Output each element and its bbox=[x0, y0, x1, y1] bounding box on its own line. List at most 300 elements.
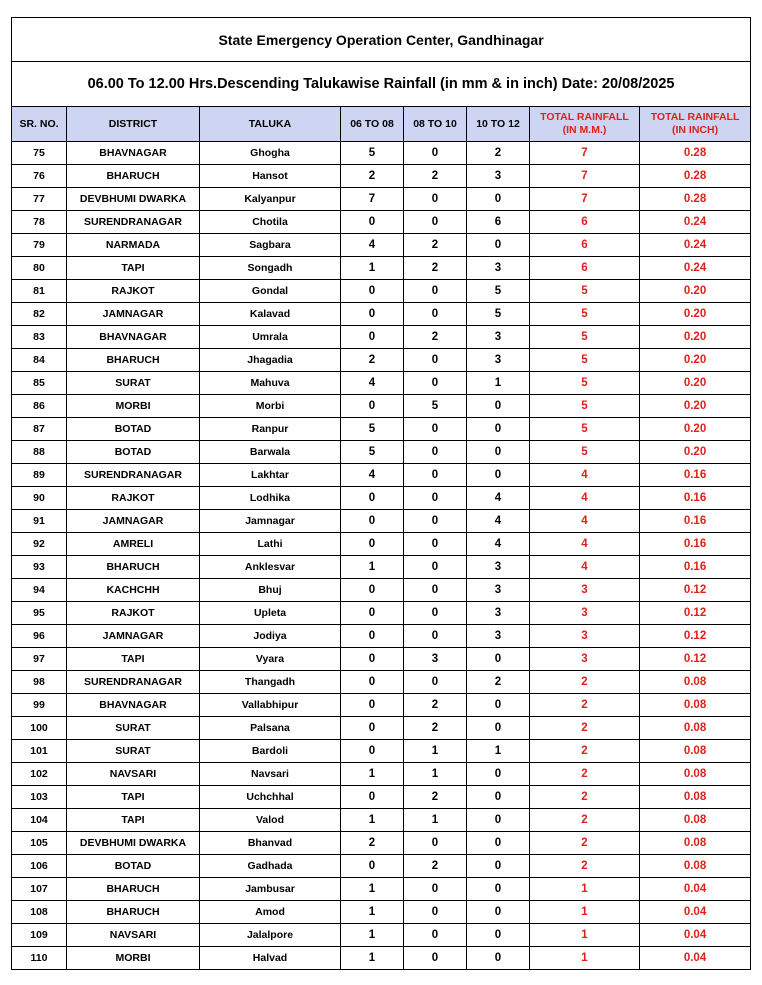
taluka-cell: Jambusar bbox=[200, 878, 341, 901]
table-row bbox=[12, 556, 751, 579]
table-row bbox=[12, 901, 751, 924]
sr-no-cell: 93 bbox=[12, 556, 67, 579]
taluka-cell: Lodhika bbox=[200, 487, 341, 510]
taluka-cell: Amod bbox=[200, 901, 341, 924]
district-cell: TAPI bbox=[67, 786, 200, 809]
report-subtitle: 06.00 To 12.00 Hrs.Descending Talukawise Rainfall (in mm & in inch) Date: 20/08/2025 bbox=[12, 62, 751, 107]
sr-no-cell: 86 bbox=[12, 395, 67, 418]
total-inch-cell: 0.24 bbox=[640, 257, 751, 280]
header-total-inch-line2: (IN INCH) bbox=[672, 124, 719, 136]
district-cell: BHARUCH bbox=[67, 878, 200, 901]
total-mm-cell: 2 bbox=[530, 740, 640, 763]
h08-10-cell: 0 bbox=[404, 372, 467, 395]
total-inch-cell: 0.08 bbox=[640, 763, 751, 786]
district-cell: DEVBHUMI DWARKA bbox=[67, 832, 200, 855]
sr-no-cell: 90 bbox=[12, 487, 67, 510]
district-cell: NAVSARI bbox=[67, 763, 200, 786]
h06-08-cell: 2 bbox=[341, 832, 404, 855]
total-mm-cell: 1 bbox=[530, 947, 640, 970]
taluka-cell: Umrala bbox=[200, 326, 341, 349]
district-cell: JAMNAGAR bbox=[67, 625, 200, 648]
h06-08-cell: 5 bbox=[341, 142, 404, 165]
total-inch-cell: 0.20 bbox=[640, 372, 751, 395]
total-mm-cell: 2 bbox=[530, 809, 640, 832]
h10-12-cell: 0 bbox=[467, 855, 530, 878]
taluka-cell: Upleta bbox=[200, 602, 341, 625]
total-mm-cell: 7 bbox=[530, 165, 640, 188]
total-inch-cell: 0.08 bbox=[640, 717, 751, 740]
taluka-cell: Lakhtar bbox=[200, 464, 341, 487]
h10-12-cell: 0 bbox=[467, 901, 530, 924]
taluka-cell: Morbi bbox=[200, 395, 341, 418]
h10-12-cell: 0 bbox=[467, 441, 530, 464]
table-row bbox=[12, 625, 751, 648]
sr-no-cell: 94 bbox=[12, 579, 67, 602]
sr-no-cell: 79 bbox=[12, 234, 67, 257]
h08-10-cell: 2 bbox=[404, 326, 467, 349]
taluka-cell: Kalavad bbox=[200, 303, 341, 326]
total-mm-cell: 6 bbox=[530, 257, 640, 280]
district-cell: BHAVNAGAR bbox=[67, 142, 200, 165]
sr-no-cell: 109 bbox=[12, 924, 67, 947]
table-row bbox=[12, 418, 751, 441]
total-inch-cell: 0.04 bbox=[640, 947, 751, 970]
total-mm-cell: 4 bbox=[530, 556, 640, 579]
total-inch-cell: 0.12 bbox=[640, 625, 751, 648]
h08-10-cell: 2 bbox=[404, 234, 467, 257]
taluka-cell: Bhanvad bbox=[200, 832, 341, 855]
sr-no-cell: 99 bbox=[12, 694, 67, 717]
table-row bbox=[12, 349, 751, 372]
table-row bbox=[12, 280, 751, 303]
h10-12-cell: 0 bbox=[467, 947, 530, 970]
sr-no-cell: 110 bbox=[12, 947, 67, 970]
total-mm-cell: 5 bbox=[530, 395, 640, 418]
h10-12-cell: 3 bbox=[467, 579, 530, 602]
h08-10-cell: 3 bbox=[404, 648, 467, 671]
header-taluka: TALUKA bbox=[200, 107, 341, 142]
table-row bbox=[12, 809, 751, 832]
sr-no-cell: 76 bbox=[12, 165, 67, 188]
report-title: State Emergency Operation Center, Gandhinagar bbox=[12, 18, 751, 62]
header-08-10: 08 TO 10 bbox=[404, 107, 467, 142]
total-inch-cell: 0.28 bbox=[640, 188, 751, 211]
district-cell: BOTAD bbox=[67, 855, 200, 878]
h10-12-cell: 3 bbox=[467, 625, 530, 648]
h08-10-cell: 2 bbox=[404, 786, 467, 809]
taluka-cell: Gadhada bbox=[200, 855, 341, 878]
h06-08-cell: 0 bbox=[341, 786, 404, 809]
rainfall-table bbox=[11, 17, 751, 970]
sr-no-cell: 103 bbox=[12, 786, 67, 809]
h10-12-cell: 4 bbox=[467, 510, 530, 533]
h10-12-cell: 3 bbox=[467, 257, 530, 280]
h08-10-cell: 0 bbox=[404, 602, 467, 625]
h06-08-cell: 0 bbox=[341, 625, 404, 648]
table-row bbox=[12, 579, 751, 602]
total-mm-cell: 3 bbox=[530, 579, 640, 602]
h08-10-cell: 1 bbox=[404, 809, 467, 832]
taluka-cell: Valod bbox=[200, 809, 341, 832]
h06-08-cell: 0 bbox=[341, 740, 404, 763]
h08-10-cell: 0 bbox=[404, 142, 467, 165]
title-row bbox=[12, 18, 751, 62]
district-cell: BHARUCH bbox=[67, 556, 200, 579]
table-row bbox=[12, 165, 751, 188]
table-row bbox=[12, 303, 751, 326]
sr-no-cell: 98 bbox=[12, 671, 67, 694]
table-row bbox=[12, 786, 751, 809]
sr-no-cell: 83 bbox=[12, 326, 67, 349]
h08-10-cell: 0 bbox=[404, 947, 467, 970]
taluka-cell: Uchchhal bbox=[200, 786, 341, 809]
sr-no-cell: 82 bbox=[12, 303, 67, 326]
total-inch-cell: 0.20 bbox=[640, 395, 751, 418]
h06-08-cell: 2 bbox=[341, 165, 404, 188]
sr-no-cell: 95 bbox=[12, 602, 67, 625]
taluka-cell: Jhagadia bbox=[200, 349, 341, 372]
h06-08-cell: 0 bbox=[341, 694, 404, 717]
h08-10-cell: 0 bbox=[404, 280, 467, 303]
total-inch-cell: 0.04 bbox=[640, 924, 751, 947]
district-cell: BOTAD bbox=[67, 441, 200, 464]
total-mm-cell: 2 bbox=[530, 855, 640, 878]
taluka-cell: Ghogha bbox=[200, 142, 341, 165]
district-cell: TAPI bbox=[67, 648, 200, 671]
table-row bbox=[12, 142, 751, 165]
h10-12-cell: 6 bbox=[467, 211, 530, 234]
taluka-cell: Vyara bbox=[200, 648, 341, 671]
h08-10-cell: 0 bbox=[404, 188, 467, 211]
h06-08-cell: 0 bbox=[341, 855, 404, 878]
total-inch-cell: 0.24 bbox=[640, 234, 751, 257]
h06-08-cell: 0 bbox=[341, 717, 404, 740]
h06-08-cell: 1 bbox=[341, 257, 404, 280]
district-cell: SURENDRANAGAR bbox=[67, 671, 200, 694]
h06-08-cell: 0 bbox=[341, 648, 404, 671]
h10-12-cell: 1 bbox=[467, 372, 530, 395]
district-cell: BHARUCH bbox=[67, 901, 200, 924]
total-inch-cell: 0.16 bbox=[640, 533, 751, 556]
h06-08-cell: 1 bbox=[341, 924, 404, 947]
table-row bbox=[12, 740, 751, 763]
taluka-cell: Bardoli bbox=[200, 740, 341, 763]
total-inch-cell: 0.24 bbox=[640, 211, 751, 234]
h08-10-cell: 5 bbox=[404, 395, 467, 418]
h06-08-cell: 0 bbox=[341, 602, 404, 625]
district-cell: JAMNAGAR bbox=[67, 303, 200, 326]
district-cell: BHAVNAGAR bbox=[67, 694, 200, 717]
table-row bbox=[12, 924, 751, 947]
total-mm-cell: 3 bbox=[530, 625, 640, 648]
total-mm-cell: 1 bbox=[530, 901, 640, 924]
table-row bbox=[12, 717, 751, 740]
header-district: DISTRICT bbox=[67, 107, 200, 142]
total-inch-cell: 0.28 bbox=[640, 142, 751, 165]
sr-no-cell: 104 bbox=[12, 809, 67, 832]
total-inch-cell: 0.08 bbox=[640, 694, 751, 717]
header-total-mm-line1: TOTAL RAINFALL bbox=[540, 111, 629, 123]
h06-08-cell: 0 bbox=[341, 395, 404, 418]
table-row bbox=[12, 326, 751, 349]
district-cell: MORBI bbox=[67, 395, 200, 418]
taluka-cell: Jodiya bbox=[200, 625, 341, 648]
taluka-cell: Mahuva bbox=[200, 372, 341, 395]
district-cell: NAVSARI bbox=[67, 924, 200, 947]
total-inch-cell: 0.20 bbox=[640, 280, 751, 303]
district-cell: AMRELI bbox=[67, 533, 200, 556]
total-mm-cell: 5 bbox=[530, 303, 640, 326]
subtitle-row bbox=[12, 62, 751, 107]
h10-12-cell: 4 bbox=[467, 533, 530, 556]
taluka-cell: Ranpur bbox=[200, 418, 341, 441]
total-inch-cell: 0.08 bbox=[640, 740, 751, 763]
h06-08-cell: 1 bbox=[341, 878, 404, 901]
total-mm-cell: 2 bbox=[530, 671, 640, 694]
total-mm-cell: 6 bbox=[530, 211, 640, 234]
h10-12-cell: 3 bbox=[467, 602, 530, 625]
h10-12-cell: 0 bbox=[467, 188, 530, 211]
table-row bbox=[12, 510, 751, 533]
h10-12-cell: 4 bbox=[467, 487, 530, 510]
table-row bbox=[12, 694, 751, 717]
taluka-cell: Lathi bbox=[200, 533, 341, 556]
district-cell: SURAT bbox=[67, 717, 200, 740]
table-row bbox=[12, 257, 751, 280]
header-row bbox=[12, 107, 751, 142]
h10-12-cell: 2 bbox=[467, 142, 530, 165]
sr-no-cell: 92 bbox=[12, 533, 67, 556]
total-mm-cell: 2 bbox=[530, 786, 640, 809]
header-sr-no: SR. NO. bbox=[12, 107, 67, 142]
sr-no-cell: 77 bbox=[12, 188, 67, 211]
table-row bbox=[12, 602, 751, 625]
total-mm-cell: 3 bbox=[530, 602, 640, 625]
total-mm-cell: 5 bbox=[530, 418, 640, 441]
h10-12-cell: 3 bbox=[467, 556, 530, 579]
h06-08-cell: 1 bbox=[341, 947, 404, 970]
h06-08-cell: 0 bbox=[341, 303, 404, 326]
h10-12-cell: 0 bbox=[467, 717, 530, 740]
table-row bbox=[12, 947, 751, 970]
h08-10-cell: 2 bbox=[404, 855, 467, 878]
total-mm-cell: 5 bbox=[530, 280, 640, 303]
h06-08-cell: 7 bbox=[341, 188, 404, 211]
h08-10-cell: 0 bbox=[404, 510, 467, 533]
district-cell: NARMADA bbox=[67, 234, 200, 257]
h10-12-cell: 0 bbox=[467, 924, 530, 947]
table-row bbox=[12, 878, 751, 901]
h06-08-cell: 0 bbox=[341, 211, 404, 234]
total-inch-cell: 0.08 bbox=[640, 855, 751, 878]
sr-no-cell: 101 bbox=[12, 740, 67, 763]
taluka-cell: Chotila bbox=[200, 211, 341, 234]
h08-10-cell: 2 bbox=[404, 717, 467, 740]
table-row bbox=[12, 234, 751, 257]
district-cell: SURAT bbox=[67, 740, 200, 763]
h10-12-cell: 5 bbox=[467, 280, 530, 303]
taluka-cell: Thangadh bbox=[200, 671, 341, 694]
h06-08-cell: 2 bbox=[341, 349, 404, 372]
sr-no-cell: 108 bbox=[12, 901, 67, 924]
total-inch-cell: 0.08 bbox=[640, 809, 751, 832]
total-inch-cell: 0.12 bbox=[640, 602, 751, 625]
district-cell: KACHCHH bbox=[67, 579, 200, 602]
h06-08-cell: 1 bbox=[341, 556, 404, 579]
h10-12-cell: 0 bbox=[467, 418, 530, 441]
h10-12-cell: 5 bbox=[467, 303, 530, 326]
header-total-inch bbox=[640, 107, 751, 142]
total-mm-cell: 3 bbox=[530, 648, 640, 671]
district-cell: JAMNAGAR bbox=[67, 510, 200, 533]
header-06-08: 06 TO 08 bbox=[341, 107, 404, 142]
h10-12-cell: 1 bbox=[467, 740, 530, 763]
h06-08-cell: 5 bbox=[341, 441, 404, 464]
h06-08-cell: 0 bbox=[341, 510, 404, 533]
total-mm-cell: 4 bbox=[530, 487, 640, 510]
header-total-mm bbox=[530, 107, 640, 142]
taluka-cell: Palsana bbox=[200, 717, 341, 740]
total-inch-cell: 0.12 bbox=[640, 648, 751, 671]
taluka-cell: Hansot bbox=[200, 165, 341, 188]
h08-10-cell: 0 bbox=[404, 878, 467, 901]
report-container bbox=[11, 17, 750, 970]
sr-no-cell: 81 bbox=[12, 280, 67, 303]
district-cell: BOTAD bbox=[67, 418, 200, 441]
h10-12-cell: 0 bbox=[467, 648, 530, 671]
district-cell: MORBI bbox=[67, 947, 200, 970]
total-inch-cell: 0.28 bbox=[640, 165, 751, 188]
total-mm-cell: 7 bbox=[530, 142, 640, 165]
h08-10-cell: 0 bbox=[404, 924, 467, 947]
h08-10-cell: 0 bbox=[404, 533, 467, 556]
h10-12-cell: 0 bbox=[467, 809, 530, 832]
total-mm-cell: 5 bbox=[530, 349, 640, 372]
sr-no-cell: 88 bbox=[12, 441, 67, 464]
h10-12-cell: 2 bbox=[467, 671, 530, 694]
table-row bbox=[12, 395, 751, 418]
table-row bbox=[12, 671, 751, 694]
h10-12-cell: 0 bbox=[467, 395, 530, 418]
table-row bbox=[12, 648, 751, 671]
h08-10-cell: 0 bbox=[404, 625, 467, 648]
h08-10-cell: 0 bbox=[404, 211, 467, 234]
sr-no-cell: 80 bbox=[12, 257, 67, 280]
total-inch-cell: 0.20 bbox=[640, 303, 751, 326]
taluka-cell: Barwala bbox=[200, 441, 341, 464]
taluka-cell: Halvad bbox=[200, 947, 341, 970]
district-cell: SURAT bbox=[67, 372, 200, 395]
district-cell: BHAVNAGAR bbox=[67, 326, 200, 349]
h10-12-cell: 0 bbox=[467, 763, 530, 786]
taluka-cell: Navsari bbox=[200, 763, 341, 786]
h08-10-cell: 0 bbox=[404, 487, 467, 510]
sr-no-cell: 107 bbox=[12, 878, 67, 901]
total-mm-cell: 2 bbox=[530, 763, 640, 786]
sr-no-cell: 87 bbox=[12, 418, 67, 441]
total-mm-cell: 5 bbox=[530, 372, 640, 395]
sr-no-cell: 96 bbox=[12, 625, 67, 648]
district-cell: BHARUCH bbox=[67, 165, 200, 188]
h10-12-cell: 0 bbox=[467, 832, 530, 855]
total-inch-cell: 0.12 bbox=[640, 579, 751, 602]
total-inch-cell: 0.04 bbox=[640, 878, 751, 901]
total-mm-cell: 6 bbox=[530, 234, 640, 257]
h06-08-cell: 0 bbox=[341, 671, 404, 694]
total-mm-cell: 5 bbox=[530, 441, 640, 464]
table-row bbox=[12, 832, 751, 855]
table-row bbox=[12, 188, 751, 211]
taluka-cell: Kalyanpur bbox=[200, 188, 341, 211]
total-inch-cell: 0.16 bbox=[640, 464, 751, 487]
h06-08-cell: 0 bbox=[341, 487, 404, 510]
h08-10-cell: 0 bbox=[404, 901, 467, 924]
h06-08-cell: 0 bbox=[341, 579, 404, 602]
h08-10-cell: 0 bbox=[404, 464, 467, 487]
h08-10-cell: 2 bbox=[404, 165, 467, 188]
total-mm-cell: 4 bbox=[530, 533, 640, 556]
h10-12-cell: 0 bbox=[467, 694, 530, 717]
h08-10-cell: 1 bbox=[404, 740, 467, 763]
table-row bbox=[12, 464, 751, 487]
total-mm-cell: 2 bbox=[530, 717, 640, 740]
sr-no-cell: 105 bbox=[12, 832, 67, 855]
total-mm-cell: 4 bbox=[530, 464, 640, 487]
header-total-mm-line2: (IN M.M.) bbox=[562, 124, 607, 136]
h06-08-cell: 0 bbox=[341, 280, 404, 303]
total-mm-cell: 1 bbox=[530, 878, 640, 901]
total-inch-cell: 0.20 bbox=[640, 418, 751, 441]
taluka-cell: Songadh bbox=[200, 257, 341, 280]
h06-08-cell: 4 bbox=[341, 464, 404, 487]
sr-no-cell: 106 bbox=[12, 855, 67, 878]
h10-12-cell: 0 bbox=[467, 786, 530, 809]
district-cell: RAJKOT bbox=[67, 280, 200, 303]
total-mm-cell: 1 bbox=[530, 924, 640, 947]
total-inch-cell: 0.20 bbox=[640, 326, 751, 349]
taluka-cell: Jamnagar bbox=[200, 510, 341, 533]
taluka-cell: Sagbara bbox=[200, 234, 341, 257]
table-row bbox=[12, 211, 751, 234]
total-inch-cell: 0.16 bbox=[640, 487, 751, 510]
total-mm-cell: 5 bbox=[530, 326, 640, 349]
h08-10-cell: 0 bbox=[404, 556, 467, 579]
table-row bbox=[12, 763, 751, 786]
district-cell: SURENDRANAGAR bbox=[67, 211, 200, 234]
taluka-cell: Jalalpore bbox=[200, 924, 341, 947]
total-mm-cell: 7 bbox=[530, 188, 640, 211]
taluka-cell: Gondal bbox=[200, 280, 341, 303]
h10-12-cell: 3 bbox=[467, 326, 530, 349]
table-body bbox=[12, 142, 751, 970]
h08-10-cell: 2 bbox=[404, 257, 467, 280]
h08-10-cell: 0 bbox=[404, 349, 467, 372]
table-row bbox=[12, 855, 751, 878]
table-row bbox=[12, 372, 751, 395]
total-inch-cell: 0.20 bbox=[640, 441, 751, 464]
h08-10-cell: 1 bbox=[404, 763, 467, 786]
total-inch-cell: 0.08 bbox=[640, 671, 751, 694]
h10-12-cell: 0 bbox=[467, 878, 530, 901]
h10-12-cell: 0 bbox=[467, 234, 530, 257]
total-inch-cell: 0.16 bbox=[640, 556, 751, 579]
h08-10-cell: 0 bbox=[404, 418, 467, 441]
district-cell: TAPI bbox=[67, 809, 200, 832]
district-cell: SURENDRANAGAR bbox=[67, 464, 200, 487]
header-total-inch-line1: TOTAL RAINFALL bbox=[650, 111, 740, 123]
total-mm-cell: 4 bbox=[530, 510, 640, 533]
table-row bbox=[12, 487, 751, 510]
